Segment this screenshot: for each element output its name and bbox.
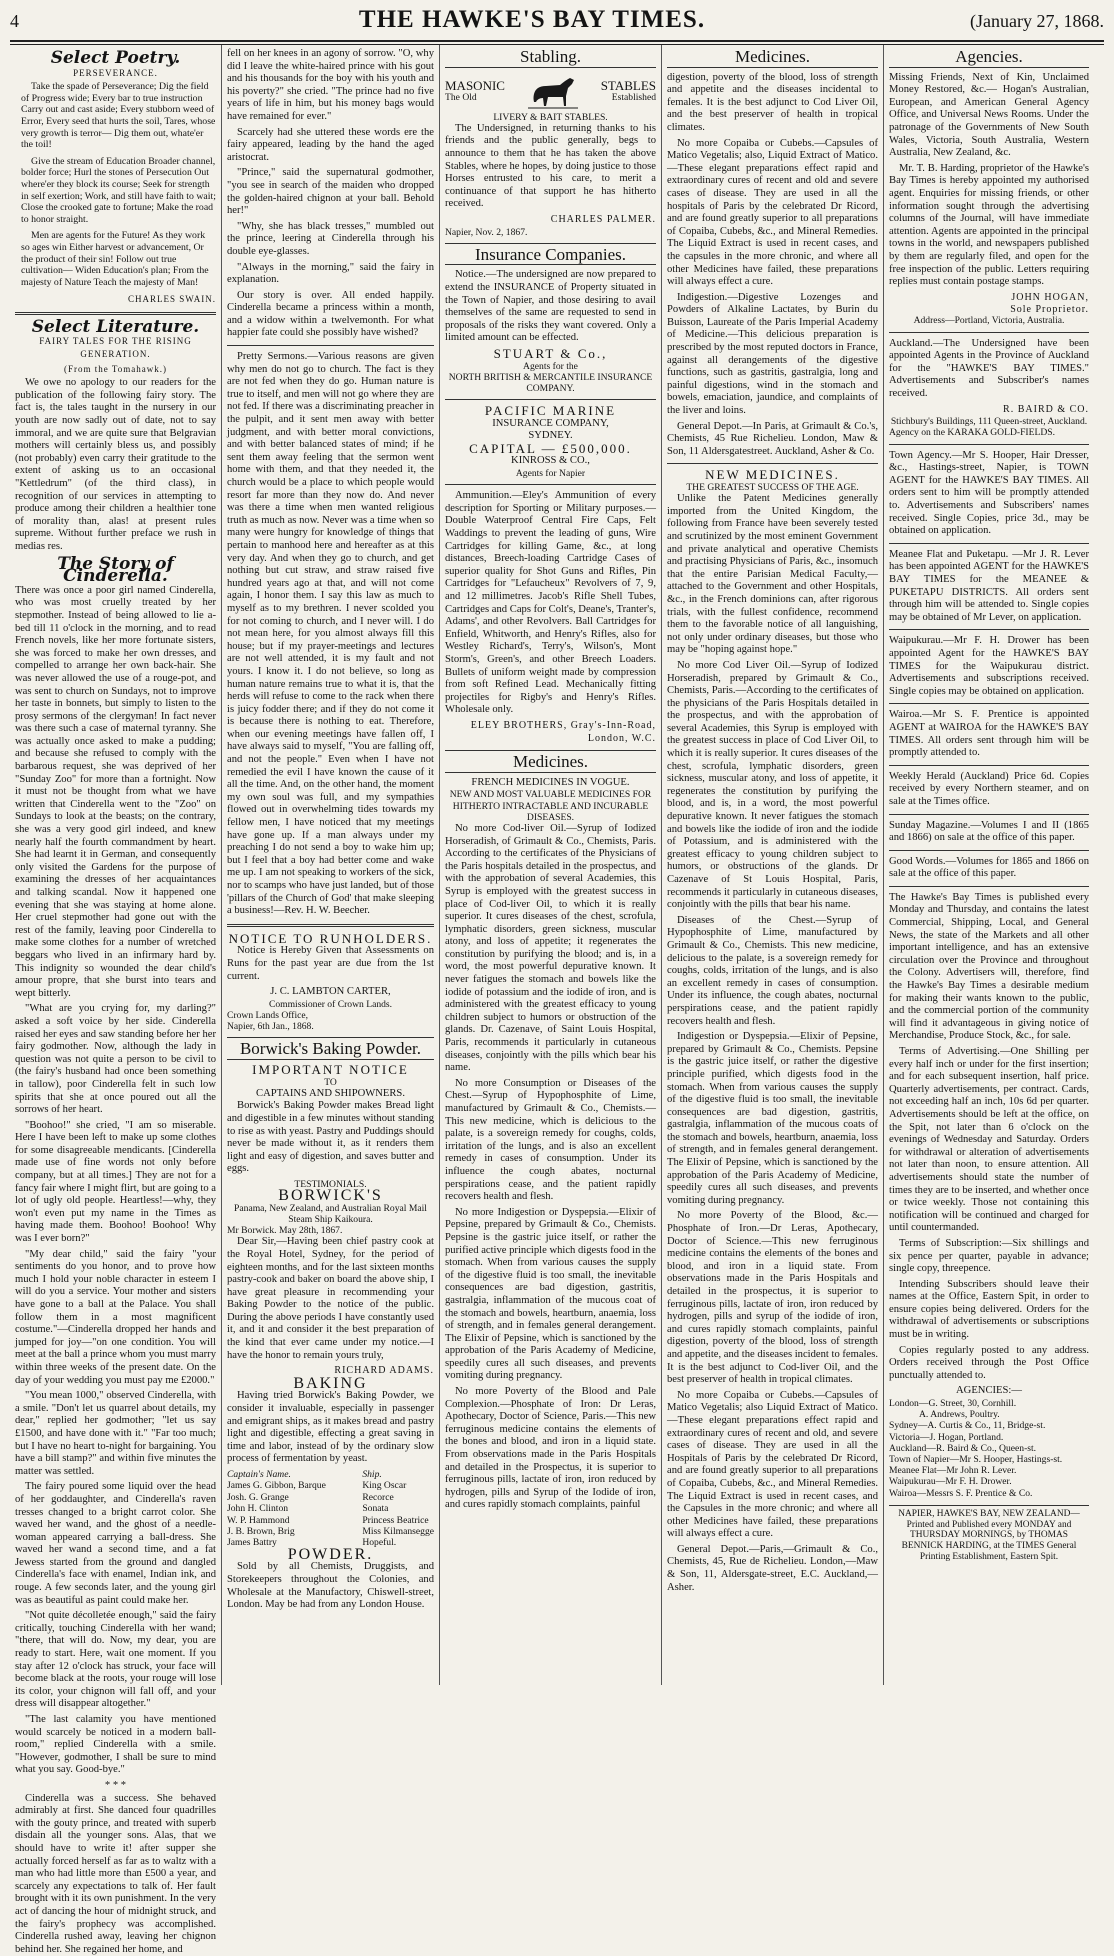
ship: King Oscar xyxy=(362,1480,407,1492)
column-2 xyxy=(222,45,440,1685)
stuart-agent: STUART & Co., xyxy=(493,345,608,361)
agency-text: Weekly Herald (Auckland) Price 6d. Copies received by every Northern steamer, and on sale at the Times office. xyxy=(889,770,1089,807)
agency-text: Missing Friends, Next of Kin, Unclaimed Money Restored, &c.— Hogan's Australian, European, and American General Agency Office, and Universal News Rooms. Under the patronage of the Governments of New South Wales, Victoria, South Australia, Western Australia, New Zealand, &c. xyxy=(889,71,1089,159)
story-text: fell on her knees in an agony of sorrow. "O, why did I leave the white-haired prince with his gout and his thousands for the boy with his youth and his poverty?" she cried. "The prince had no five years of life in him, but his money bags would have remained for ever." xyxy=(227,48,434,122)
poem-author: CHARLES SWAIN. xyxy=(127,294,216,305)
medicine-text: No more Consumption or Diseases of the Chest.—Syrup of Hypophosphite of Lime, manufactured by Grimault & Co., Chemists.—This new medicine, which is delicious to the palate, is a sovereign remedy for coughs, colds, irritation of the lungs, and is also an excellent remedy in cases of consumption. Under its influence the cough abates, nocturnal perspirations cease, and the patient rapidly recovers health and flesh. xyxy=(445,1077,656,1203)
notice-signature-title: Commissioner of Crown Lands. xyxy=(268,998,393,1010)
agencies-list xyxy=(889,1398,1089,1499)
ship-col-header: Ship. xyxy=(362,1469,382,1480)
imprint-footer: NAPIER, HAWKE'S BAY, NEW ZEALAND—Printed and Published every MONDAY and THURSDAY MORNINGS, by THOMAS BENNICK HARDING, at the TIMES General Printing Establishment, Eastern Spit. xyxy=(889,1505,1089,1563)
greatest-success: THE GREATEST SUCCESS OF THE AGE. xyxy=(686,482,859,493)
agency-text: Waipukurau.—Mr F. H. Drower has been appointed Agent for the HAWKE'S BAY TIMES for the Waipukurau district. Advertisements and subscriptions received. Single copies may be obtained on application. xyxy=(889,635,1089,697)
hogan-title: Sole Proprietor. xyxy=(1010,304,1089,316)
medicine-text: Diseases of the Chest.—Syrup of Hypophosphite of Lime, manufactured by Grimault & Co., Chemists. This new medicine, delicious to the palate, is a sovereign remedy for coughs, colds, irritation of the lungs, and is also an excellent remedy in cases of consumption. Under its influence, the cough abates, nocturnal perspirations cease, and the patient rapidly recovers health and flesh. xyxy=(667,914,878,1027)
agency-text: Good Words.—Volumes for 1865 and 1866 on sale at the office of this paper. xyxy=(889,855,1089,880)
story-text: "Boohoo!" she cried, "I am so miserable. Here I have been left to make up some clothes for some disagreeable mendicants. [Cinderella made use of fine words not only before company, but at all times.] They are not for a fancy fair where I might flirt, but are going to a lot of ugly old people. Heartless!—why, they won't even put my name in the Times as having made them. Boohoo! Boohoo! Why was I ever born?" xyxy=(15,1119,216,1245)
sold-text: Sold by all Chemists, Druggists, and Storekeepers throughout the Colonies, and Wholesale at the Manufactory, Chiswell-street, London. May be had from any London House. xyxy=(227,1561,434,1611)
agency-text: Sunday Magazine.—Volumes I and II (1865 and 1866) on sale at the office of this paper. xyxy=(889,819,1089,844)
column-5 xyxy=(884,45,1094,1685)
story-text: "My dear child," said the fairy "your sentiments do you honor, and to prove how much I hold your noble character in esteem I will do you a service. Your mother and sisters have gone to a ball at the Palace. You shall follow them in a most magnificent costume."—Cinderella dropped her hands and jumped for joy—"on one condition. You will meet at the ball a prince whom you must marry within three weeks of the present date. On the day of your wedding you must pay me £2000." xyxy=(15,1248,216,1386)
poetry-heading: Select Poetry. xyxy=(50,48,181,68)
medicine-text: No more Poverty of the Blood and Pale Complexion.—Phosphate of Iron: Dr Leras, Apothecary, Doctor of Science, Paris.—This new ferruginous medicine contains the elements of the bones and blood, and iron in a liquid state. From observations made in the Paris Hospitals and detailed in the Prospectus, it is superior to ferruginous pills, lactate of iron, iron reduced by hydrogen, pills and Syrup of the Iodide of iron, and cures rapidly stomach complaints, painful xyxy=(445,1386,656,1511)
agency-entry: London—G. Street, 30, Cornhill. xyxy=(889,1398,1017,1410)
article-title: FAIRY TALES FOR THE RISING GENERATION. xyxy=(39,336,192,360)
pacific-marine: PACIFIC MARINE xyxy=(484,403,617,419)
borwick-heading: Borwick's Baking Powder. xyxy=(227,1043,434,1060)
agency-entry: Victoria—J. Hogan, Portland. xyxy=(889,1431,1004,1443)
baird-address: Stichbury's Buildings, 111 Queen-street, Auckland. xyxy=(890,416,1088,428)
agency-text: Mr. T. B. Harding, proprietor of the Hawke's Bay Times is hereby appointed my authorised agent. Enquiries for missing friends, or other information sought through the advertising columns of the Journal, will have immediate attention. Agents are appointed in the principal towns in the world, and newspapers published by them are regularly filed, and open for the free inspection of the public. Letters requiring replies must contain postage stamps. xyxy=(889,162,1089,288)
story-text: Scarcely had she uttered these words ere the fairy appeared, leading by the hand the aged aristocrat. xyxy=(227,126,434,163)
agency-entry: Sydney—A. Curtis & Co., 11, Bridge-st. xyxy=(889,1420,1046,1432)
poem-stanza: Give the stream of Education Broader channel, bolder force; Hurl the stones of Persecution Out where'er they block its course; Seek for strength in self exertion; Work, and still have faith to wait; Close the crooked gate to fortune; Make the road to honor straight. xyxy=(21,155,216,225)
insurance-heading: Insurance Companies. xyxy=(445,249,656,266)
notice-signature: J. C. LAMBTON CARTER, xyxy=(270,986,391,998)
captain-col-header: Captain's Name. xyxy=(227,1469,291,1480)
french-title: FRENCH MEDICINES IN VOGUE. xyxy=(471,776,630,788)
agency-text: Town Agency.—Mr S. Hooper, Hair Dresser, &c., Hastings-street, Napier, is TOWN AGENT for the HAWKE'S BAY TIMES. All orders sent to him will be promptly attended to. Advertisements and Subscribers' names received. Single Copies, price 3d., may be obtained on application. xyxy=(889,449,1089,537)
masonic-label: MASONIC xyxy=(445,77,505,93)
medicine-text: Indigestion or Dyspepsia.—Elixir of Pepsine, prepared by Grimault & Co., Chemists. Pepsine is the gastric juice itself, or rather the digestive principle purified, which digests food in the stomach. When from various causes the supply of the digestive fluid is too small, the inevitable consequences are bad digestion, gastritis, gastralgia, inflammation of the mucous coats of the stomach and bowels, heartburn, anaemia, loss of strength, and in females general derangement. The Elixir of Pepsine, which is sanctioned by the approbation of the Paris Academy of Medicine, speedily cures all such diseases, and prevents vomiting during pregnancy. xyxy=(667,1031,878,1206)
depot-text: General Depot.—Paris,—Grimault & Co., Chemists, 45, Rue de Richelieu. London,—Maw & Son, 11, Aldersgate-street, E.C. Auckland,—Asher. xyxy=(667,1543,878,1593)
depot-text: General Depot.—In Paris, at Grimault & Co.'s, Chemists, 45 Rue Richelieu. London, Maw & Son, 11 Aldersgatestreet. Auckland, Asher & Co. xyxy=(667,420,878,457)
letter-to: Mr Borwick. May 28th, 1867. xyxy=(227,1225,343,1237)
captain: James Battry xyxy=(227,1537,277,1549)
poem-stanza: Men are agents for the Future! As they work so ages win Either harvest or advancement, Or the product of their sin! Follow out true cultivation— Widen Education's plan; From the majesty of Nature Teach the majesty of Man! xyxy=(21,230,209,288)
poem-title: PERSEVERANCE. xyxy=(73,67,158,78)
agencies-sub: AGENCIES:— xyxy=(956,1385,1022,1397)
story-text: "What are you crying for, my darling?" asked a soft voice by her side. Cinderella raised her eyes and saw standing before her her fairy godmother. Now, although the lady in question was not quite a person to be civil to (the fairy's husband had once been something in tallow), poor Cinderella felt in such low spirits that she at once poured out all the sorrows of her heart. xyxy=(15,1003,216,1116)
captain: W. P. Hammond xyxy=(227,1514,290,1526)
intending-text: Intending Subscribers should leave their names at the Office, Eastern Spit, in order to ensure copies being delivered. Orders for the withdrawal of advertisements or subscriptions must be in writing. xyxy=(889,1278,1089,1341)
captain: Josh. G. Grange xyxy=(227,1491,289,1503)
borwick-big: BORWICK'S xyxy=(278,1187,383,1205)
stables-label: STABLES xyxy=(600,77,656,93)
terms-text: Terms of Advertising.—One Shilling per every half inch or under for the first insertion; and for each subsequent insertion, half price. Quarterly advertisements, per contract. Cards, not exceeding half an inch, 10s 6d per quarter. Advertisements should be left at the office, on the Spit, not later than 6 o'clock on the evenings of Wednesday and Saturday. Orders for withdrawal or alteration of advertisements not later than noon, to ensure attention. All advertisements should state the number of times they are to be inserted, and whether once or twice weekly. Those not containing this notification will be continued and charged for until countermanded. xyxy=(889,1046,1089,1234)
story-text: "Prince," said the supernatural godmother, "you see in search of the maiden who dropped the golden-haired chignon at your ball. Behold her!" xyxy=(227,167,434,217)
baird-name: R. BAIRD & CO. xyxy=(1003,403,1089,415)
issue-date: (January 27, 1868. xyxy=(970,11,1104,31)
pacific-capital: CAPITAL — £500,000. xyxy=(469,440,632,456)
newspaper-title: THE HAWKE'S BAY TIMES. xyxy=(358,6,706,33)
medicines-heading: Medicines. xyxy=(445,756,656,773)
story-text: The fairy poured some liquid over the head of her goddaughter, and Cinderella's raven tresses changed to a bright carrot color. She waved her wand, and the ghost of a needle-woman appeared carrying a ball-dress. She waved her wand a second time, and a fat Jewess started from the ground and dangled Cinderella's face with enamel, Indian ink, and rouge. A few seconds later, and the young girl was as beautiful as paint could make her. xyxy=(15,1481,216,1606)
subscription-text: Terms of Subscription:—Six shillings and six pence per quarter, payable in advance; single copy, threepence. xyxy=(889,1237,1089,1275)
page-number: 4 xyxy=(10,11,19,31)
letter-heading: Panama, New Zealand, and Australian Royal Mail Steam Ship Kaikoura. xyxy=(234,1202,427,1225)
important-to: TO xyxy=(324,1076,337,1088)
story-text: "Always in the morning," said the fairy in explanation. xyxy=(227,261,434,286)
ammunition-text: Ammunition.—Eley's Ammunition of every description for Sporting or Military purposes.—Double Waterproof Central Fire Caps, Felt Waddings to prevent the leading of guns, Wire Cartridges for killing Game, &c., at long distances, Breech-loading Cartridge Cases of superior quality for Shot Guns and Rifles, Pin Cartridges for "Lefaucheux" Revolvers of 7, 9, and 12 millimetres. Jacob's Rifle Shell Tubes, Cartridges and Caps for Colt's, Deane's, Tranter's, Adams', and other Revolvers. Ball Cartridges for Enfield, Whitworth, and Henry's Rifles, also for Westley Richard's, Terry's, Wilson's, Mont Storm's, Green's, and other Breech Loaders. Bullets of uniform weight made by compression from soft Refined Lead. Mechanically fitting projectiles for Rigby's and Henry's Rifles. Wholesale only. xyxy=(445,490,656,716)
column-4 xyxy=(662,45,884,1685)
baking-big: BAKING xyxy=(293,1374,368,1392)
pacific-sydney: SYDNEY. xyxy=(528,430,573,442)
stable-banner xyxy=(445,72,656,112)
testimonials-label: TESTIMONIALS. xyxy=(294,1178,367,1190)
sermon-text: Pretty Sermons.—Various reasons are given why men do not go to church. The fact is they are not fed when they do go. Human nature is true to itself, and men will not go where they are not fed. If there was a discriminating preacher in the pulpit, and it sent men away with better judgment, and with better moral convictions, and with better balanced states of mind; if he sent them away feeling that the sermon went home with them, and that they needed it, the church would be a place to which people would resort far more than they now do. And never was there a time when men wanted religious truth as much as now. Never was a time when so many were hungry for knowledge of things that pertain to manhood here and hereafter as at this very day. And when they go to church, and get nothing but cut straw, and straw raised five hundred years ago at that, and will not come again, I honor them. I say this law as much to myself as to my brethren. I never scolded you for not coming to church, and I never will. I do not mean here, for you almost always fill this house; but if my prayer-meetings and lectures are not well attended, it is my fault and not yours. I know it. I do not believe, so long as human nature remains true to what it is, that the herds will refuse to come to the rack when there is juicy fodder there; and if they do not come it is because there is nothing to eat. Therefore, when our evening meetings have fallen off, I have always said to myself, "You are falling off, and not the people." Even when I have not remedied the evil I have known the cause of it all the time. And, on the other hand, the moment my own soul was full, and my sympathies flowed out in overwhelming tides towards my fellow men, I have noticed that my meetings have gone up. If a man always under my preaching I do not send a boy to wake him up; but I feel that a boy had better come and wake me up. I am not speaking to workers of the sick, nor to scamps who have just landed, but of those 'pillars of the Church of God' that make sleeping a business!—Rev. H. W. Beecher. xyxy=(227,351,434,917)
kinross-sub: Agents for Napier xyxy=(515,468,586,480)
stable-signature: CHARLES PALMER. xyxy=(550,213,656,225)
ship: Recorce xyxy=(362,1491,394,1503)
french-sub: NEW AND MOST VALUABLE MEDICINES FOR HITHERTO INTRACTABLE AND INCURABLE DISEASES. xyxy=(449,789,652,823)
story-text: Our story is over. All ended happily. Cinderella became a princess within a month, and a widow within a twelvemonth. For what happier fate could she possibly have wished? xyxy=(227,289,434,339)
medicines-heading: Medicines. xyxy=(667,51,878,68)
karaka-agency: Agency on the KARAKA GOLD-FIELDS. xyxy=(889,427,1056,439)
important-notice: IMPORTANT NOTICE xyxy=(252,1061,409,1077)
hogan-address: Address—Portland, Victoria, Australia. xyxy=(913,315,1065,327)
captain: J. B. Brown, Brig xyxy=(227,1526,295,1538)
new-medicines-title: NEW MEDICINES. xyxy=(705,467,840,483)
medicine-text: No more Cod Liver Oil.—Syrup of Iodized Horseradish, prepared by Grimault & Co., Chemists, Paris.—According to the certificates of the physicians of the Paris Hospitals detailed in the prospectus, and with the approbation of several Academies, this Syrup is employed with the greatest success in place of Cod Liver Oil, to which it is really superior. It cures diseases of the chest, scrofula, lymphatic disorders, green sickness, muscular atony, and loss of appetite, it regenerates the constitution by purifying the blood, and is, in a word, the most powerful depurative known. It never fatigues the stomach and bowels like the iodide of iron and the iodide of Potassium, and is administered with the greatest efficacy to young children subject to humors, or obstructions of the glands. Dr Cazenave of St Louis Hospital, Paris, recommends it particularly in cutaneous diseases, conjointly with the pills that bear his name. xyxy=(667,659,878,911)
stabling-heading: Stabling. xyxy=(445,51,656,68)
times-text: The Hawke's Bay Times is published every Monday and Thursday, and contains the latest Commercial, Shipping, Local, and General News, the state of the Markets and all other important intelligence, and has an extensive circulation over the Province and throughout the Colony. Advertisers will, therefore, find the Hawke's Bay Times a desirable medium for making their wants known to the public, and the commercial portion of the community will find it advantageous in giving notice of Merchandise, Produce Stock, &c., for sale. xyxy=(889,891,1089,1042)
article-source: (From the Tomahawk.) xyxy=(64,363,167,374)
ship: Miss Kilmansegge xyxy=(362,1526,434,1538)
medicine-text: Indigestion.—Digestive Lozenges and Powders of Alkaline Lactates, by Burin du Buisson, Laureate of the Paris Imperial Academy of Medicine.—This delicious preparation is prescribed by the most reputed doctors in France, against all derangements of the digestive functions, such as gastritis, gastralgia, long and painful digestions, wind in the stomach and bowels, emaciation, jaundice, and complaints of the liver and loins. xyxy=(667,291,878,417)
agency-entry: Auckland—R. Baird & Co., Queen-st. xyxy=(889,1442,1037,1454)
powder-big: POWDER. xyxy=(287,1545,374,1563)
captain: John H. Clinton xyxy=(227,1503,289,1515)
letter-signature: RICHARD ADAMS. xyxy=(334,1365,434,1377)
notice-text: Notice is Hereby Given that Assessments on Runs for the past year are due from the 1st current. xyxy=(227,945,434,982)
story-text: There was once a poor girl named Cinderella, who was most cruelly treated by her stepmother. Instead of being allowed to lie a-bed till 11 o'clock in the morning, and to read French novels, like her more fortunate sisters, she was forced to make her own dresses, and compelled to arrange her own back-hair. She was never allowed the use of a rouge-pot, and was sent to church on Sundays, not to improve her taste in bonnets, but simply to listen to the prosy sermons of the clergyman! In fact never was there such a case of maternal tyranny. She was actually once asked to make a pudding; and because she refused to comply with the barbarous request, she was deprived of her "Sunday Zoo" for more than a fortnight. Now it must not be thought from what we have written that Cinderella went to the "Zoo" on Sundays to look at the beasts; on the contrary, she was a very good girl indeed, and knew nearly half the fourth commandment by heart. She had learnt it in German, and consequently only visited the Gardens for the purpose of examining the dresses of her acquaintances and talking scandal. Now it happened one evening that she was staying at home alone. Her cruel stepmother had gone out with the rest of the family, leaving poor Cinderella to make some clothes for a number of wretched beggars who lived in an infirmary hard by. This indignity so wounded the dear child's amour propre, that she burst into tears and wept bitterly. xyxy=(15,584,216,999)
horse-icon xyxy=(526,72,580,112)
poem xyxy=(15,81,216,288)
poem-stanza: Take the spade of Perseverance; Dig the field of Progress wide; Every bar to true instruction Carry out and cast aside; Every stubborn weed of Error, Every seed that hurts the soil, Tares, whose very growth is terror— Dig them out, whate'er the toil! xyxy=(21,81,216,151)
agency-entry: A. Andrews, Poultry. xyxy=(919,1409,1000,1421)
hogan-name: JOHN HOGAN, xyxy=(1011,291,1089,303)
medicine-text: No more Copaiba or Cubebs.—Capsules of Matico Vegetalis; also, Liquid Extract of Matico.—These elegant preparations effect rapid and extraordinary cures of recent and old and severe cases of disease. They are used in all the hospitals of Paris by the celebrated Dr Ricord, and are found greatly superior to all preparations of Copaiba, Cubebs, &c., and Mineral Remedies. The Liquid Extract is used in recent cases, and the capsules in the more chronic, and where all other Medicines have failed, these preparations will always effect a cure. xyxy=(667,137,878,288)
borwick-text: Borwick's Baking Powder makes Bread light and digestible in a few minutes without standing to rise as with yeast. Pastry and Puddings should never be made without it, as it renders them light and easy of digestion, and saves butter and eggs. xyxy=(227,1100,434,1175)
medicine-text: No more Copaiba or Cubebs.—Capsules of Matico Vegetalis; also Liquid Extract of Matico.—These elegant preparations effect rapid and extraordinary cures of recent and old, and severe cases of disease. They are used in all the Hospitals of Paris by the celebrated Dr Ricord, and are found greatly superior to all preparations of Copaiba, Cubebs, &c., and Mineral Remedies. The Liquid Extract is used in recent cases, and the Capsules in the more chronic; and where all other Medicines have failed, these preparations will always effect a cure. xyxy=(667,1389,878,1540)
ship-table xyxy=(227,1469,434,1549)
copies-text: Copies regularly posted to any address. Orders received through the Post Office punctually attended to. xyxy=(889,1344,1089,1381)
pacific-company: INSURANCE COMPANY, xyxy=(492,417,609,429)
the-old-label: The Old xyxy=(445,92,477,104)
medicine-text: Unlike the Patent Medicines generally imported from the United Kingdom, the following from France have been severely tested and scrutinized by the most eminent Government and private analytical and operative Chemists and practising Physicians of Paris, &c., insomuch that the entire Parisian Medical Faculty,—attached to the Government and other Hospitals, &c., in the French dominions can, after rigorous trials, with the fullest confidence, recommend them to the favorable notice of all languishing, not only under ordinary diseases, but those who may be "hoping against hope." xyxy=(667,493,878,656)
literature-heading: Select Literature. xyxy=(31,316,200,337)
column-1: Select Poetry. PERSEVERANCE. Take the spade of Perseverance; Dig the field of Progress wide; Every bar to true instruction Carry out and cast aside; Every stubborn weed of Error, Every seed that hurts the soil, Tares, whose very growth is terror— Dig them out, whate'er the toil! Give the stream of Education Broader channel, bolder force; Hurl the stones of Persecution Out where'er they block its course; Seek for strength in self exertion; Work, and still have faith to wait; Close the crooked gate to fortune; Make the road to honor straight. Men are agents for the Future! As they work so ages win Either harvest or advancement, Or the product of their sin! Follow out true cultivation— Widen Education's plan; From the majesty of Nature Teach the majesty of Man! CHARLES SWAIN. Select Literature. FAIRY TALES FOR THE RISING GENERATION. (From the Tomahawk.) We owe no apology to our readers for the publication of the following fairy story. The fact is, the tales taught in the nursery in our youth are now sadly out of date, not to say immoral, and we are quite sure that Belgravian mothers will certainly bless us, and possibly (not probably) even carry their gratitude to the extent of asking us to an occasional "Kettledrum" (of the third class), in recognition of our services in attempting to produce among their children a healthier tone of morality than, alas! at present rules supreme. Without further preface we rush in medias res. The Story of Cinderella. There was once a poor girl named Cinderella, who was most cruelly treated by her stepmother. Instead of being allowed to lie a-bed till 11 o'clock in the morning, and to read French novels, like her more fortunate sisters, she was forced to make her own dresses, and compelled to arrange her own back-hair. She was never allowed the use of a rouge-pot, and was sent to church on Sundays, not to improve her taste in bonnets, but simply to listen to the prosy sermons of the clergyman! In fact never was there such a case of maternal tyranny. She was actually once asked to make a pudding; and because she refused to comply with the barbarous request, she was deprived of her "Sunday Zoo" for more than a fortnight. Now it must not be thought from what we have written that Cinderella went to the "Zoo" on Sundays to look at the beasts; on the contrary, she was a very good girl indeed, and knew nearly half the fourth commandment by heart. She had learnt it in German, and consequently only visited the Gardens for the purpose of examining the dresses of her acquaintances and talking scandal. Now it happened one evening that she was staying at home alone. Her cruel stepmother had gone out with the rest of the family, leaving poor Cinderella to make some clothes for a number of wretched beggars who lived in an infirmary hard by. This indignity so wounded the dear child's amour propre, that she burst into tears and wept bitterly. "What are you crying for, my darling?" asked a soft voice by her side. Cinderella raised her eyes and saw standing before her her fairy godmother. Now, although the lady in question was not quite a person to be civil to (the fairy's husband had once been something in tallow), poor Cinderella felt in such low spirits that she at once poured out all the sorrows of her heart. "Boohoo!" she cried, "I am so miserable. Here I have been left to make up some clothes for some disagreeable mendicants. [Cinderella made use of fine words not only before company, but at all times.] They are not for a fancy fair where I might flirt, but are going to a lot of ugly old people. Heartless!—why, they won't even put my name in the Times as having made them. Boohoo! Boohoo! Why was I ever born?" "My dear child," said the fairy "your sentiments do you honor, and to prove how much I hold your noble character in esteem I will do you a service. Your mother and sisters have gone to a ball at the Palace. You shall follow them in a most magnificent costume."—Cinderella dropped her hands and jumped for joy—"on one condition. You will meet at the ball a prince whom you must marry within three weeks of the present date. On the day of your wedding you must pay me £2000." "You mean 1000," observed Cinderella, with a smile. "Don't let us quarrel about details, my dear," replied her godmother; "let us say £1500, and have done with it." "Far too much; but I have no heart to-night for bargaining. You have a bill stamp?" and within five minutes the matter was settled. The fairy poured some liquid over the head of her goddaughter, and Cinderella's raven tresses changed to a bright carrot color. She waved her wand, and the ghost of a needle-woman appeared carrying a ball-dress. She waved her wand a second time, and a fat Jewess started from the ground and dangled Cinderella's face with enamel, Indian ink, and rouge. A few seconds later, and the young girl was as beautiful as paint could make her. "Not quite décolletée enough," said the fairy critically, touching Cinderella with her wand; "there, that will do. Now, my dear, you are ready to start. Here, wait one moment. If you stay after 12 o'clock has struck, your face will become black at the roots, your rouge will lose its color, your chignon will fall off, and your dress will disappear altogether." "The last calamity you have mentioned would scarcely be noticed in a modern ball-room," replied Cinderella with a smile. "However, godmother, I shall be sure to mind what you say. Good-bye." * * * Cinderella was a success. She behaved admirably at first. She danced four quadrilles with the gouty prince, and treated with superb disdain all the younger sons. Alas, that we should have to write it! after supper she actually forced herself as far as to waltz with a man who had little more than £500 a year, and scarcely any expectations to talk of. Her fault brought with it its own punishment. In the very act of dancing the hour of midnight struck, and the fairy's prophecy was accomplished. Cinderella rushed away, leaving her chignon behind her. She regained her home, and xyxy=(10,45,222,1685)
story-text: Cinderella was a success. She behaved admirably at first. She danced four quadrilles with the gouty prince, and treated with superb disdain all the younger sons. Alas, that we should have to write it! after supper she actually forced herself as far as to waltz with a man who had little more than £500 a year, and scarcely any expectations to talk of. Her fault brought with it its own punishment. In the very act of dancing the hour of midnight struck, and the fairy's prophecy was accomplished. Cinderella rushed away, leaving her chignon behind her. She regained her home, and xyxy=(15,1792,216,1955)
story-text: "Not quite décolletée enough," said the fairy critically, touching Cinderella with her wand; "there, that will do. Now, my dear, you are ready to start. Here, wait one moment. If you stay after 12 o'clock has struck, your face will become black at the roots, your rouge will lose its color, your chignon will fall off, and your dress will disappear altogether." xyxy=(15,1610,216,1710)
stable-text: The Undersigned, in returning thanks to his friends and the public generally, begs to announce to them that he has taken the above Stables, where he hopes, by doing justice to those Horses entrusted to his care, to merit a continuance of that support he has hitherto received. xyxy=(445,122,656,210)
article-text: We owe no apology to our readers for the publication of the following fairy story. The fact is, the tales taught in the nursery in our youth are now sadly out of date, not to say immoral, and we are quite sure that Belgravian mothers will certainly bless us, and possibly (not probably) even carry their gratitude to the extent of asking us to an occasional "Kettledrum" (of the third class), in recognition of our services in attempting to produce among their children a healthier tone of morality than, alas! at present rules supreme. Without further preface we rush in medias res. xyxy=(15,377,216,552)
agency-entry: Meanee Flat—Mr John R. Lever. xyxy=(889,1465,1017,1477)
livery-label: LIVERY & BAIT STABLES. xyxy=(493,111,608,123)
story-text: "You mean 1000," observed Cinderella, with a smile. "Don't let us quarrel about details, my dear," replied her godmother; "let us say £1500, and have done with it." "Far too much; but I have no heart to-night for bargaining. You have a bill stamp?" and within five minutes the matter was settled. xyxy=(15,1390,216,1477)
agency-entry: Waipukurau—Mr F. H. Drower. xyxy=(889,1476,1012,1488)
agents-for: Agents for the xyxy=(523,360,578,372)
agency-entry: Town of Napier—Mr S. Hooper, Hastings-st. xyxy=(889,1454,1063,1466)
north-british: NORTH BRITISH & MERCANTILE INSURANCE COMPANY. xyxy=(448,371,653,394)
ship: Hopeful. xyxy=(362,1537,397,1549)
stable-date: Napier, Nov. 2, 1867. xyxy=(445,226,528,238)
insurance-text: Notice.—The undersigned are now prepared to extend the INSURANCE of Property situated in the Town of Napier, and those desiring to avail themselves of the same are requested to send in proposals of the risks they want covered. Only a limited amount can be effected. xyxy=(445,269,656,344)
columns xyxy=(10,45,1104,1955)
established-label: Established xyxy=(611,92,656,104)
baking-text: Having tried Borwick's Baking Powder, we consider it invaluable, especially in passenger and emigrant ships, as it makes bread and pastry light and digestible, effecting a great saving in time and labor, instead of by the ordinary slow process of fermentation by yeast. xyxy=(227,1390,434,1465)
agency-entry: Wairoa—Messrs S. F. Prentice & Co. xyxy=(889,1487,1033,1499)
medicine-text: No more Indigestion or Dyspepsia.—Elixir of Pepsine, prepared by Grimault & Co., Chemists. Pepsine is the gastric juice itself, or rather the purified active principle which digests food in the stomach. When from various causes the supply of the digestive fluid is too small, the inevitable consequences are bad digestion, gastritis, gastralgia, inflammation of the mucous coat of the stomach and bowels, heartburn, anaemia, loss of strength, and in females general derangement. The Elixir of Pepsine, which is sanctioned by the approbation of the Paris Academy of Medicine, speedily cures all such diseases, and prevents vomiting during pregnancy. xyxy=(445,1206,656,1382)
eley-signature: ELEY BROTHERS, Gray's-Inn-Road, London, W.C. xyxy=(470,719,656,744)
agency-text: Meanee Flat and Puketapu. —Mr J. R. Lever has been appointed AGENT for the HAWKE'S BAY TIMES for the MEANEE & PUKETAPU DISTRICTS. All orders sent through him will be attended to. Single copies may be obtained of Mr Lever, on application. xyxy=(889,548,1089,623)
medicine-text: No more Poverty of the Blood, &c.—Phosphate of Iron.—Dr Leras, Apothecary, Doctor of Science.—This new ferruginous medicine contains the elements of the bones and blood, and iron in a liquid state. From observations made in the Paris Hospitals and detailed in the prospectus, it is superior to ferruginous pills, lactate of iron, iron reduced by hydrogen, pills and syrup of the iodide of iron, and cures rapidly stomach complaints, painful digestion, poverty of the blood, loss of strength and appetite, and the diseases incident to females. It is the best adjunct to Cod-liver Oil, and the best preserver of health in tropical climates. xyxy=(667,1210,878,1386)
ship: Princess Beatrice xyxy=(362,1514,429,1526)
notice-date: Napier, 6th Jan., 1868. xyxy=(227,1021,314,1033)
agency-text: Auckland.—The Undersigned have been appointed Agents in the Province of Auckland for the "HAWKE'S BAY TIMES." Advertisements and Subscriber's names received. xyxy=(889,337,1089,400)
agency-text: Wairoa.—Mr S. F. Prentice is appointed AGENT at WAIROA for the HAWKE'S BAY TIMES. All orders sent through him will be promptly attended to. xyxy=(889,709,1089,759)
story-text: "Why, she has black tresses," mumbled out the prince, leering at Cinderella through his double eye-glasses. xyxy=(227,220,434,257)
medicine-text: No more Cod-liver Oil.—Syrup of Iodized Horseradish, of Grimault & Co., Chemists, Paris. According to the certificates of the Physicians of the Paris hospitals detailed in the prospectus, and with the approbation of several Academies, this Syrup is employed with the greatest success in place of Cod-liver Oil, to which it is really superior. It cures diseases of the chest, scrofula, lymphatic disorders, green sickness, muscular atony, and loss of appetite; it regenerates the constitution by purifying the blood; and is, in a word, the most powerful depurative known. It never fatigues the stomach and bowels like the iodide of potassium and the iodide of iron, and is administered with the greatest efficacy to young children subject to humors or obstruction of the glands. Dr. Cazenave, of Saint Louis Hospital, Paris, recommends it particularly in cutaneous diseases, conjointly with the pills which bear his name. xyxy=(445,822,656,1074)
medicine-text: digestion, poverty of the blood, loss of strength and appetite and the diseases incidental to females. It is the best adjunct to Cod Liver Oil, and the best preserver of health in tropical climates. xyxy=(667,71,878,133)
notice-title: NOTICE TO RUNHOLDERS. xyxy=(228,930,433,946)
letter-text: Dear Sir,—Having been chief pastry cook at the Royal Hotel, Sydney, for the period of eighteen months, and for the last sixteen months pastry-cook and baker on board the above ship, I have great pleasure in recommending your Baking Powder to the notice of the public. During the above periods I have constantly used it, and it and consider it the best preparation of the kind that ever came under my notice.—I have the honor to remain yours truly, xyxy=(227,1236,434,1361)
column-3 xyxy=(440,45,662,1685)
story-heading: The Story of Cinderella. xyxy=(57,553,174,587)
captain: James G. Gibbon, Barque xyxy=(227,1480,326,1492)
important-sub: CAPTAINS AND SHIPOWNERS. xyxy=(256,1087,405,1099)
agencies-heading: Agencies. xyxy=(889,51,1089,68)
kinross: KINROSS & CO., xyxy=(511,455,590,467)
masthead xyxy=(10,0,1104,42)
ship: Sonata xyxy=(362,1503,389,1515)
notice-office: Crown Lands Office, xyxy=(227,1009,309,1021)
story-text: "The last calamity you have mentioned would scarcely be noticed in a modern ball-room," replied Cinderella with a smile. "However, godmother, I shall be sure to mind what you say. Good-bye." xyxy=(15,1714,216,1776)
